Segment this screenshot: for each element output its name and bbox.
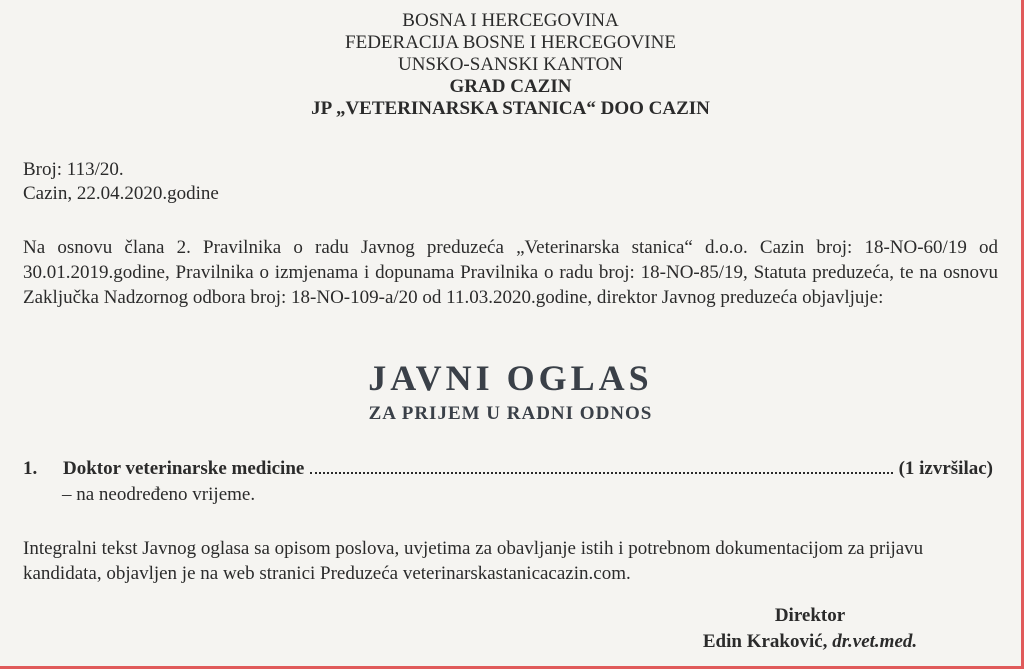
document-title: JAVNI OGLAS	[368, 358, 653, 398]
document-meta	[23, 158, 219, 206]
position-note: – na neodređeno vrijeme.	[62, 484, 256, 505]
header-country: BOSNA I HERCEGOVINA	[402, 10, 619, 31]
position-item	[23, 458, 993, 480]
signature-title: dr.vet.med.	[832, 631, 918, 652]
position-number: 1.	[23, 458, 38, 479]
document-header	[0, 10, 1021, 120]
document-number: Broj: 113/20.	[23, 159, 124, 180]
document-subtitle: ZA PRIJEM U RADNI ODNOS	[368, 403, 653, 424]
header-canton: UNSKO-SANSKI KANTON	[397, 54, 624, 75]
position-name: Doktor veterinarske medicine	[63, 458, 305, 479]
signature-block	[660, 603, 960, 655]
body-paragraph: Integralni tekst Javnog oglasa sa opisom poslova, uvjetima za obavljanje istih i potrebnom dokumentacijom za prijavu kandidata, objavljen je na web stranici Preduzeća veterinarskastanicacazin.com.	[23, 538, 924, 584]
document-place-date: Cazin, 22.04.2020.godine	[23, 183, 219, 204]
signature-name: Edin Kraković,	[702, 631, 828, 652]
intro-paragraph: Na osnovu člana 2. Pravilnika o radu Javnog preduzeća „Veterinarska stanica“ d.o.o. Cazin broj: 18-NO-60/19 od 30.01.2019.godine, Pravilnika o izmjenama i dopunama Pravilnika o radu broj: 18-NO-85/19, Statuta preduzeća, te na osnovu Zaključka Nadzornog odbora broj: 18-NO-109-a/20 od 11.03.2020.godine, direktor Javnog preduzeća objavljuje:	[23, 237, 998, 308]
header-federation: FEDERACIJA BOSNE I HERCEGOVINE	[345, 32, 676, 53]
header-organization: JP „VETERINARSKA STANICA“ DOO CAZIN	[311, 98, 710, 119]
signature-role: Direktor	[774, 605, 846, 626]
position-count: (1 izvršilac)	[898, 458, 993, 479]
header-city: GRAD CAZIN	[449, 76, 572, 97]
dotted-leader	[310, 472, 892, 474]
